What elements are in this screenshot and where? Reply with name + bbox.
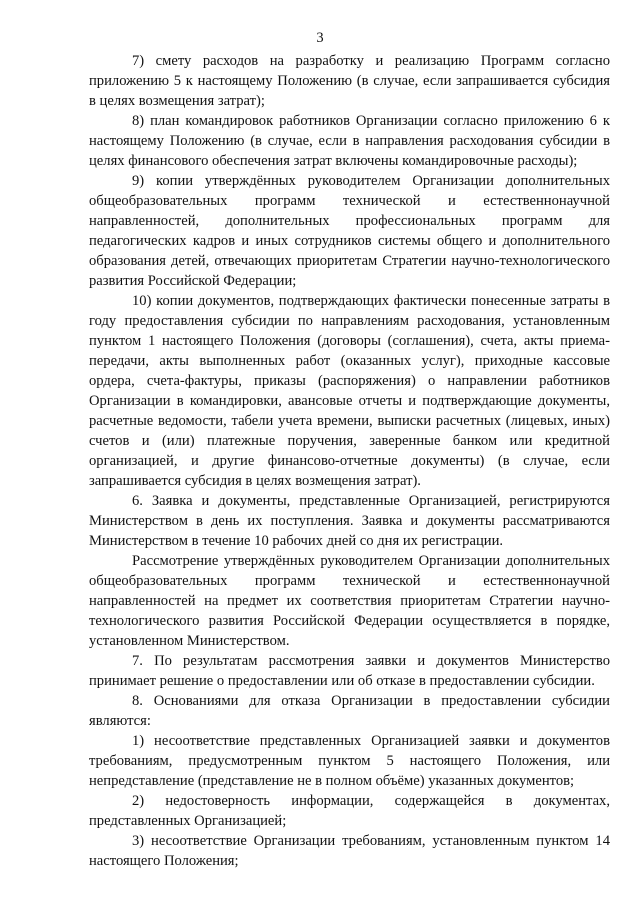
paragraph-item-7: 7) смету расходов на разработку и реализацию Программ согласно приложению 5 к настоящему Положению (в случае, если запрашивается субсидия в целях возмещения затрат);	[89, 53, 610, 109]
paragraph-refusal-2: 2) недостоверность информации, содержащейся в документах, представленных Организацией;	[89, 793, 610, 829]
document-body	[89, 51, 610, 871]
paragraph-item-9: 9) копии утверждённых руководителем Организации дополнительных общеобразовательных программ технической и естественнонаучной направленностей, дополнительных профессиональных программ для педагогических кадров и иных сотрудников системы общего и дополнительного образования детей, отвечающих приоритетам Стратегии научно-технологического развития Российской Федерации;	[89, 173, 610, 289]
paragraph-refusal-1: 1) несоответствие представленных Организацией заявки и документов требованиям, предусмотренным пунктом 5 настоящего Положения, или непредставление (представление не в полном объёме) указанных документов;	[89, 733, 610, 789]
page-number: 3	[316, 30, 324, 46]
paragraph-clause-7: 7. По результатам рассмотрения заявки и документов Министерство принимает решение о предоставлении или об отказе в предоставлении субсидии.	[89, 653, 610, 689]
paragraph-item-8: 8) план командировок работников Организации согласно приложению 6 к настоящему Положению (в случае, если в направления расходования субсидии в целях финансового обеспечения затрат включены командировочные расходы);	[89, 113, 610, 169]
paragraph-review: Рассмотрение утверждённых руководителем Организации дополнительных общеобразовательных программ технической и естественнонаучной направленностей на предмет их соответствия приоритетам Стратегии научно-технологического развития Российской Федерации осуществляется в порядке, установленном Министерством.	[89, 553, 610, 649]
paragraph-item-10: 10) копии документов, подтверждающих фактически понесенные затраты в году предоставления субсидии по направлениям расходования, установленным пунктом 1 настоящего Положения (договоры (соглашения), счета, акты приема-передачи, акты выполненных работ (оказанных услуг), приходные кассовые ордера, счета-фактуры, приказы (распоряжения) о направлении работников Организации в командировки, авансовые отчеты и подтверждающие документы, расчетные ведомости, табели учета времени, выписки расчетных (лицевых, иных) счетов и (или) платежные поручения, заверенные банком или кредитной организацией, и другие финансово-отчетные документы) (в случае, если запрашивается субсидия в целях возмещения затрат).	[89, 293, 610, 489]
paragraph-clause-6: 6. Заявка и документы, представленные Организацией, регистрируются Министерством в день их поступления. Заявка и документы рассматриваются Министерством в течение 10 рабочих дней со дня их регистрации.	[89, 493, 610, 549]
paragraph-clause-8: 8. Основаниями для отказа Организации в предоставлении субсидии являются:	[89, 693, 610, 729]
paragraph-refusal-3: 3) несоответствие Организации требованиям, установленным пунктом 14 настоящего Положения;	[89, 833, 610, 869]
